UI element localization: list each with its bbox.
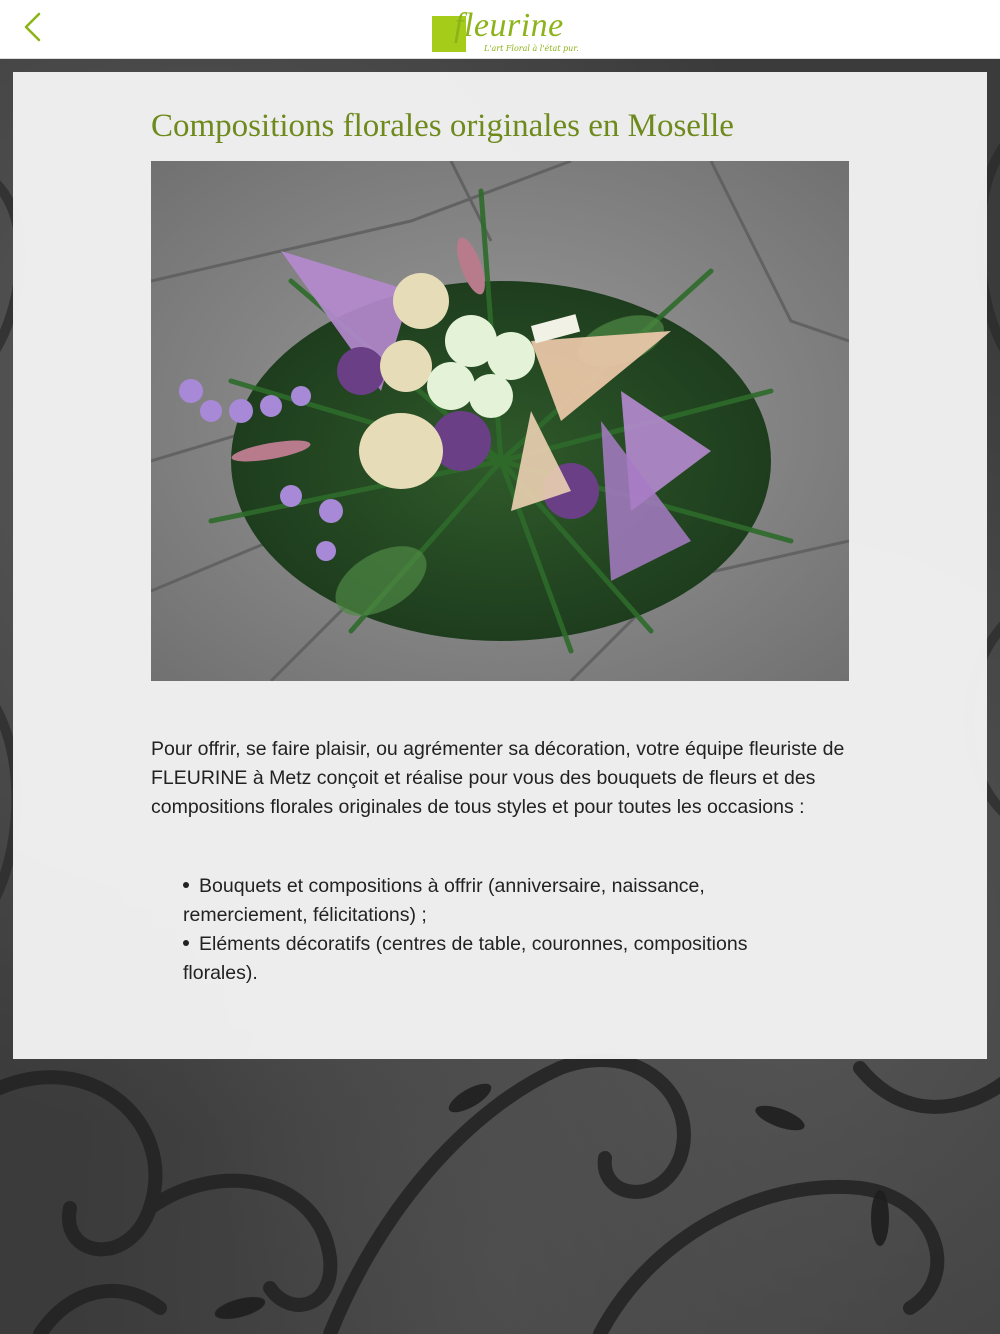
list-item: Bouquets et compositions à offrir (anniversaire, naissance, remerciement, félicitations) ; — [183, 875, 705, 926]
list-item: Eléments décoratifs (centres de table, couronnes, compositions florales). — [183, 933, 748, 984]
bullet-icon — [183, 882, 189, 888]
content-card — [13, 72, 987, 1059]
app-header — [0, 0, 1000, 59]
occasion-list — [183, 872, 823, 988]
page-title: Compositions florales originales en Moselle — [151, 108, 734, 144]
fleurine-logo[interactable] — [432, 6, 579, 54]
logo-wordmark: fleurine — [454, 7, 564, 44]
intro-paragraph: Pour offrir, se faire plaisir, ou agrémenter sa décoration, votre équipe fleuriste de FLEURINE à Metz conçoit et réalise pour vous des bouquets de fleurs et des compositions florales originales de tous styles et pour toutes les occasions : — [151, 738, 845, 818]
bullet-icon — [183, 940, 189, 946]
floral-composition-photo — [151, 161, 849, 681]
photo-illustration — [151, 161, 849, 681]
back-button[interactable] — [14, 8, 54, 48]
chevron-left-icon — [14, 8, 54, 48]
logo-tagline: L'art Floral à l'état pur. — [484, 44, 579, 53]
